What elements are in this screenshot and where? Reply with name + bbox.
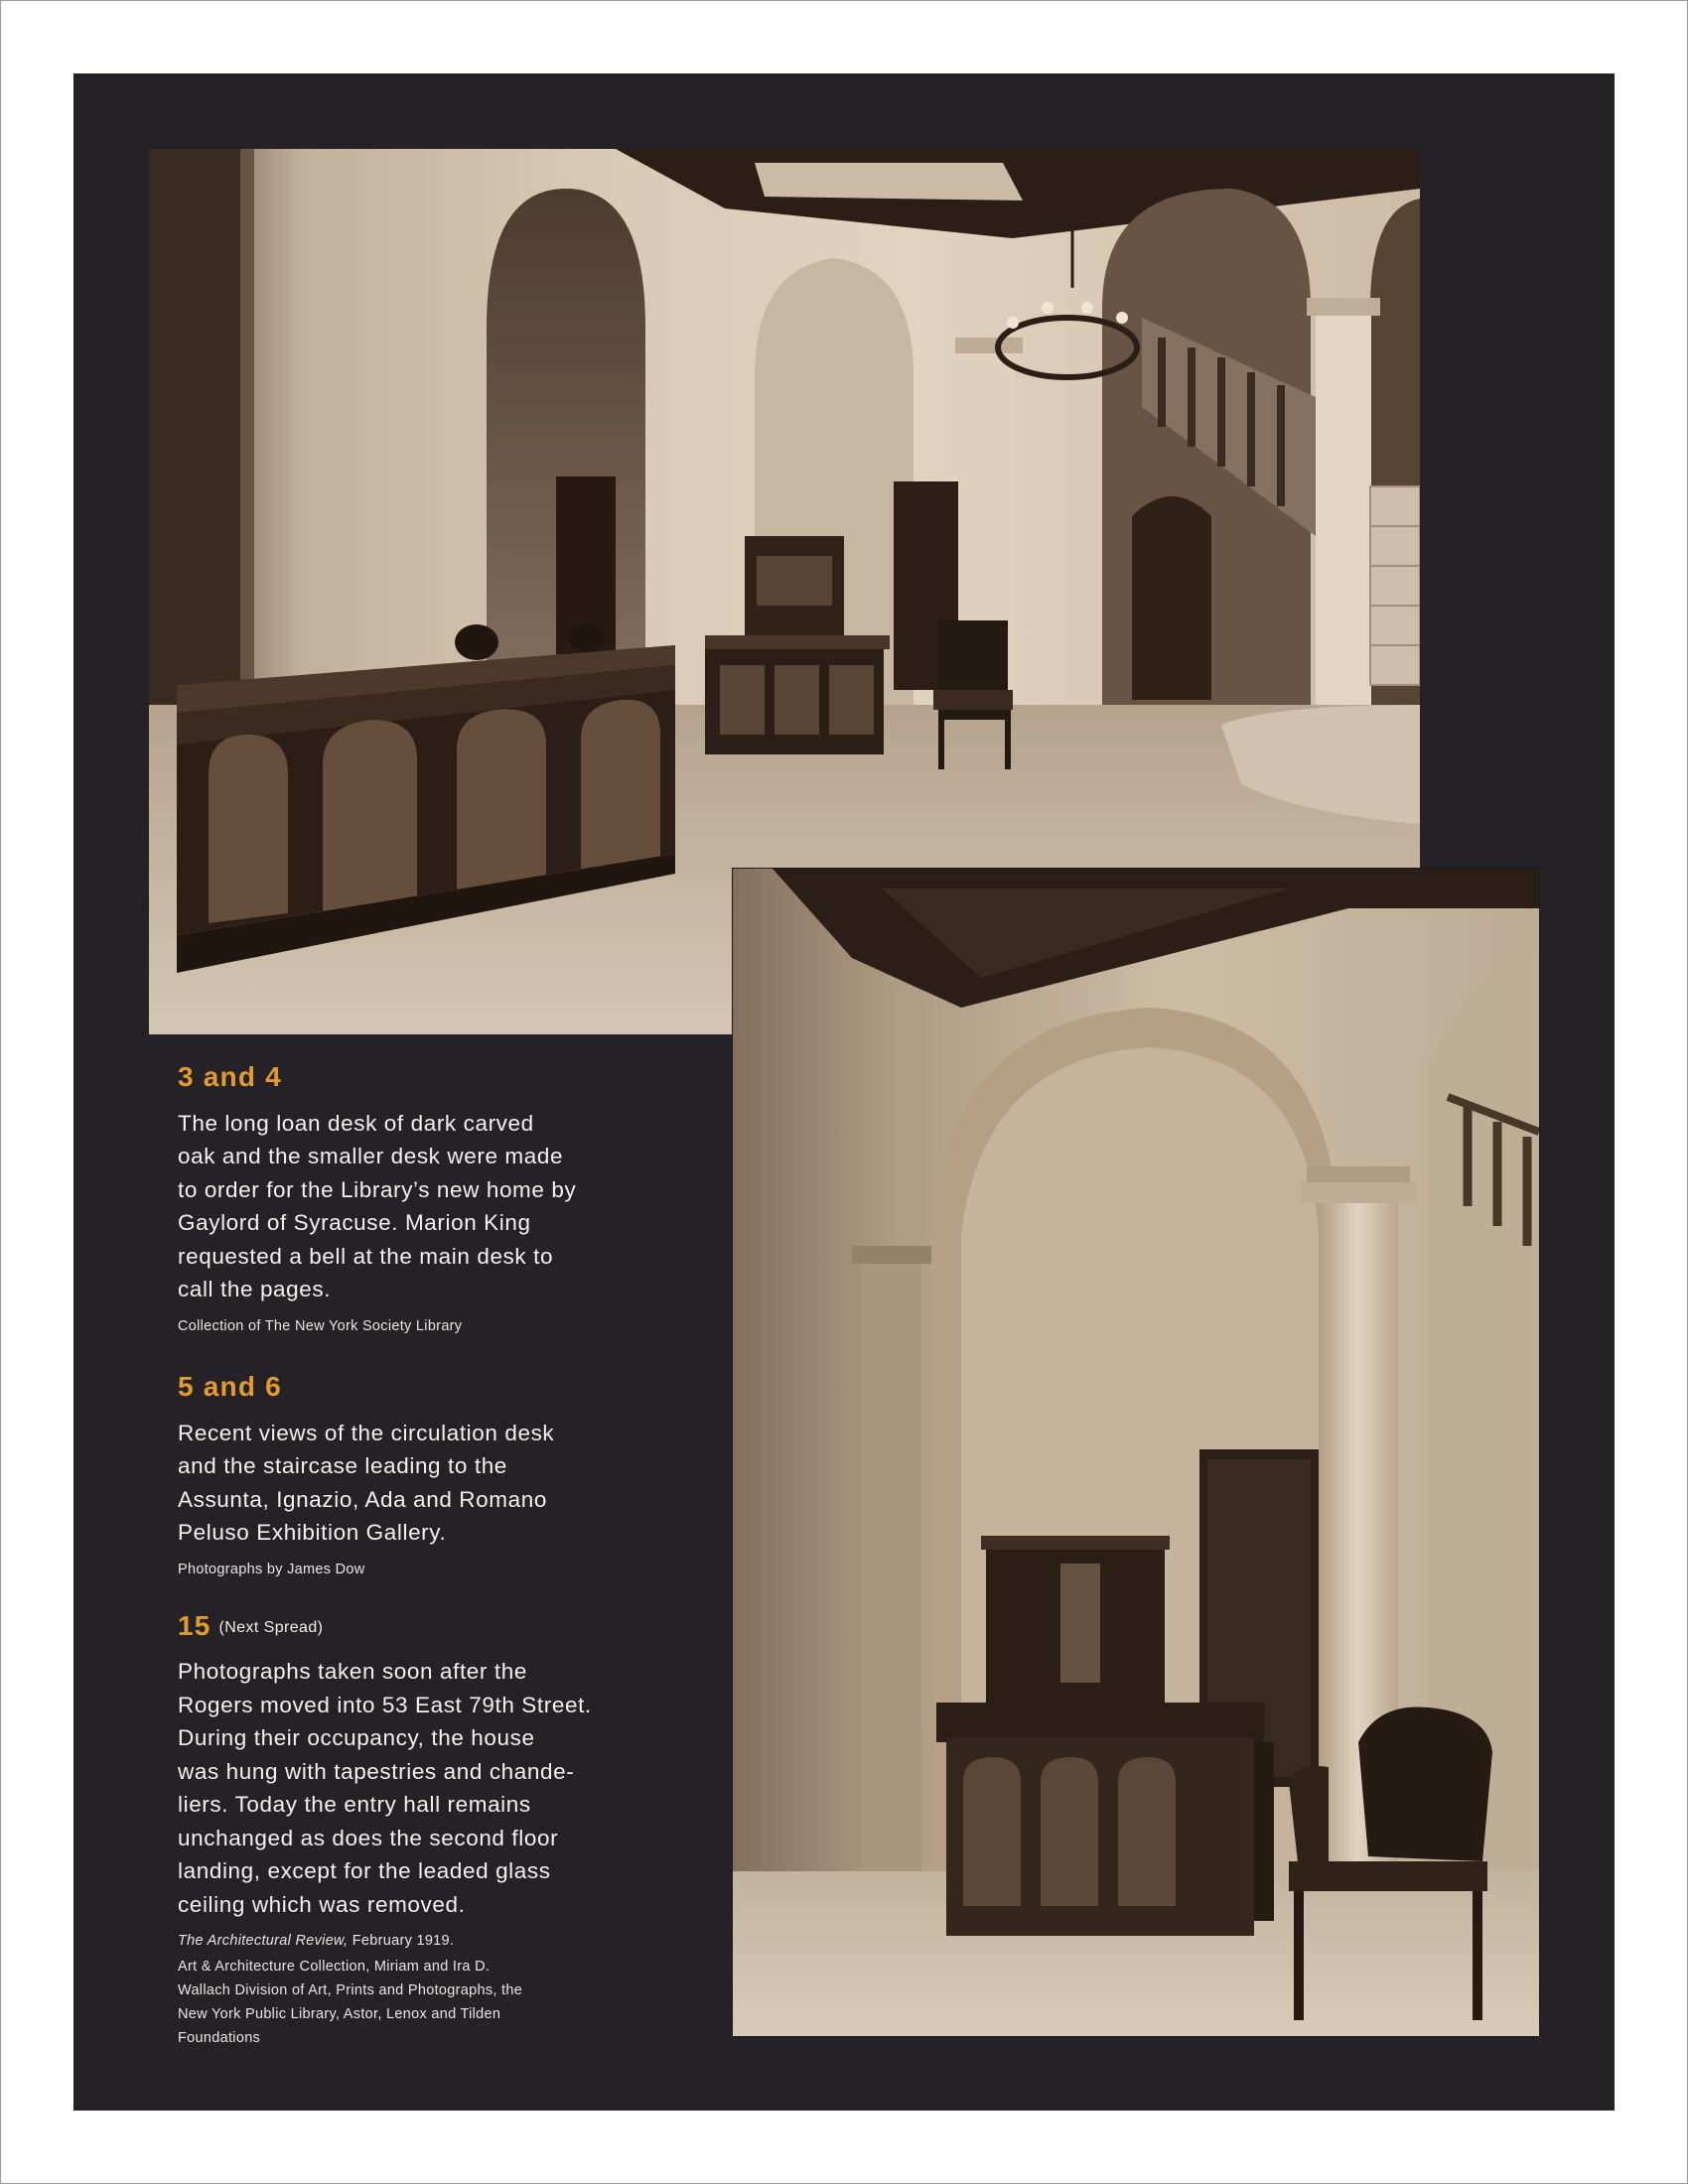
circulation-desk-photo-art: [733, 869, 1539, 2036]
circulation-desk-photograph: [733, 869, 1539, 2036]
caption-body: Photographs taken soon after the Rogers moved into 53 East 79th Street. During their occupancy, the house was hung with tapestries and chande- liers. Today the entry hall remains unchanged as does the second floor landing, except for the leaded glass ceiling which was removed.: [178, 1659, 592, 1917]
caption-credit: Art & Architecture Collection, Miriam and Ira D. Wallach Division of Art, Prints and Photographs, the New York Public Library, Astor, Lenox and Tilden Foundations: [178, 1959, 523, 2047]
caption-number: 15: [178, 1609, 211, 1641]
caption-heading: [178, 1372, 605, 1403]
caption-source-date: February 1919.: [348, 1933, 455, 1950]
caption-source: [178, 1929, 605, 1953]
caption-source-title: The Architectural Review,: [178, 1933, 349, 1950]
caption-block-3-and-4: [178, 1062, 605, 1338]
caption-heading-note: (Next Spread): [218, 1618, 324, 1636]
caption-number: 5 and 6: [178, 1370, 282, 1402]
caption-number: 3 and 4: [178, 1061, 282, 1092]
caption-block-15: [178, 1611, 605, 2051]
caption-heading: [178, 1062, 605, 1093]
caption-credit: Photographs by James Dow: [178, 1561, 365, 1577]
caption-body: Recent views of the circulation desk and the staircase leading to the Assunta, Ignazio, Ada and Romano Peluso Exhibition Gallery.: [178, 1420, 555, 1546]
caption-block-5-and-6: [178, 1372, 605, 1581]
caption-body: The long loan desk of dark carved oak and the smaller desk were made to order for the Library’s new home by Gaylord of Syracuse. Marion King requested a bell at the main desk to call the pages.: [178, 1110, 577, 1302]
captions-column: [178, 1062, 605, 2084]
caption-credit: Collection of The New York Society Library: [178, 1317, 463, 1334]
caption-heading: [178, 1611, 605, 1642]
